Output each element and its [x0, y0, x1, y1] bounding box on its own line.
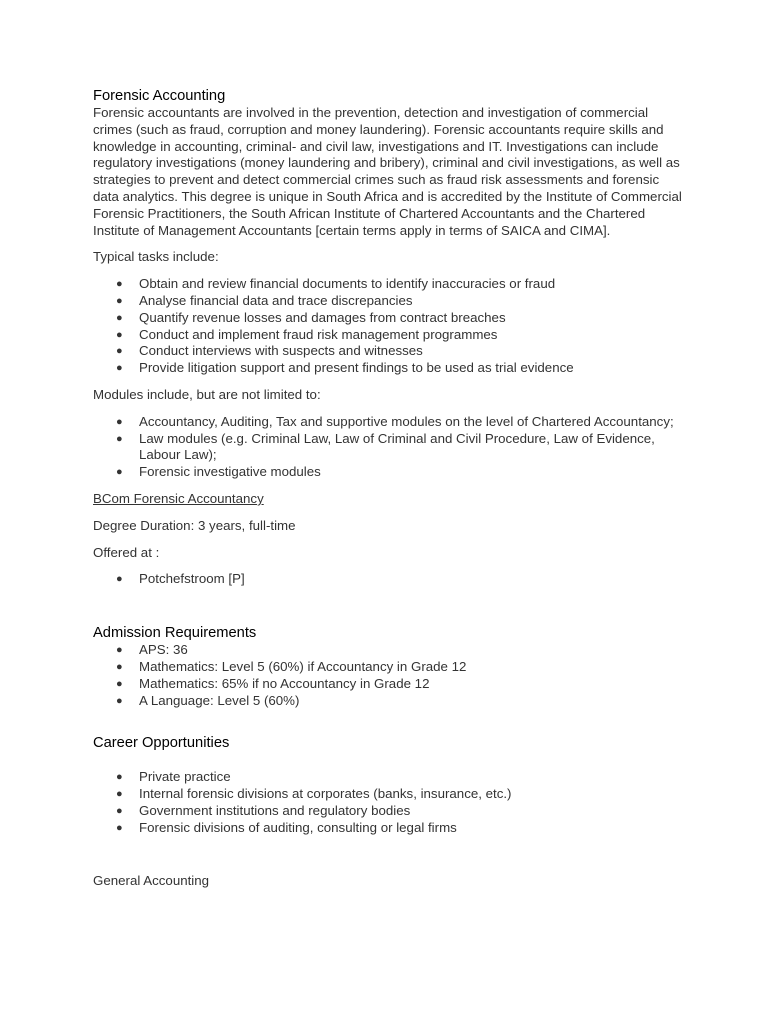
admission-list	[93, 642, 683, 709]
list-item: ● Mathematics: 65% if no Accountancy in Grade 12	[116, 675, 430, 691]
offered-list	[93, 571, 683, 588]
list-item: ● Law modules (e.g. Criminal Law, Law of Criminal and Civil Procedure, Law of Evidence, Labour Law);	[116, 430, 655, 463]
section-title-general-accounting: General Accounting	[93, 872, 210, 888]
list-item: ● Mathematics: Level 5 (60%) if Accountancy in Grade 12	[116, 658, 467, 674]
bullet-icon: ●	[116, 644, 123, 657]
section-title-admission: Admission Requirements	[93, 625, 257, 642]
bullet-icon: ●	[116, 771, 123, 784]
bullet-icon: ●	[116, 660, 123, 673]
degree-link[interactable]: BCom Forensic Accountancy	[93, 490, 264, 506]
tasks-list	[93, 276, 683, 377]
bullet-icon: ●	[116, 278, 123, 291]
list-item: ● Forensic investigative modules	[116, 464, 321, 480]
section-title-forensic-accounting: Forensic Accounting	[93, 88, 226, 104]
tasks-heading: Typical tasks include:	[93, 249, 219, 265]
list-item: ● Conduct and implement fraud risk management programmes	[116, 326, 498, 342]
forensic-intro-paragraph: Forensic accountants are involved in the prevention, detection and investigation of commercial crimes (such as fraud, corruption and money laundering). Forensic accountants require skills and knowledge in accounting, criminal- and civil law, investigations and IT. Investigations can include regulatory investigations (money laundering and bribery), criminal and civil investigations, as well as strategies to prevent and detect commercial crimes such as fraud risk assessments and forensic data analytics. This degree is unique in South Africa and is accredited by the Institute of Commercial Forensic Practitioners, the South African Institute of Chartered Accountants and the Chartered Institute of Management Accountants [certain terms apply in terms of SAICA and CIMA].	[93, 105, 682, 238]
offered-heading: Offered at :	[93, 544, 160, 560]
list-item: ● Internal forensic divisions at corporates (banks, insurance, etc.)	[116, 786, 512, 802]
bullet-icon: ●	[116, 311, 123, 324]
modules-heading: Modules include, but are not limited to:	[93, 386, 321, 402]
list-item: ● APS: 36	[116, 642, 188, 658]
bullet-icon: ●	[116, 694, 123, 707]
list-item: ● Analyse financial data and trace discrepancies	[116, 292, 413, 308]
document-body	[93, 87, 683, 889]
modules-list	[93, 414, 683, 481]
list-item: ● Government institutions and regulatory bodies	[116, 802, 411, 818]
list-item: ● Obtain and review financial documents to identify inaccuracies or fraud	[116, 276, 556, 292]
list-item: ● Conduct interviews with suspects and witnesses	[116, 343, 423, 359]
bullet-icon: ●	[116, 821, 123, 834]
list-item: ● Forensic divisions of auditing, consulting or legal firms	[116, 819, 457, 835]
list-item: ● Accountancy, Auditing, Tax and supportive modules on the level of Chartered Accountancy;	[116, 413, 674, 429]
bullet-icon: ●	[116, 788, 123, 801]
bullet-icon: ●	[116, 804, 123, 817]
bullet-icon: ●	[116, 415, 123, 428]
list-item: ● Quantify revenue losses and damages from contract breaches	[116, 309, 506, 325]
list-item: ● A Language: Level 5 (60%)	[116, 692, 300, 708]
list-item: ● Provide litigation support and present findings to be used as trial evidence	[116, 360, 574, 376]
bullet-icon: ●	[116, 294, 123, 307]
bullet-icon: ●	[116, 677, 123, 690]
bullet-icon: ●	[116, 573, 123, 586]
career-list	[93, 769, 683, 836]
bullet-icon: ●	[116, 432, 123, 445]
bullet-icon: ●	[116, 328, 123, 341]
list-item: ● Private practice	[116, 769, 231, 785]
bullet-icon: ●	[116, 345, 123, 358]
degree-duration: Degree Duration: 3 years, full-time	[93, 517, 296, 533]
bullet-icon: ●	[116, 362, 123, 375]
bullet-icon: ●	[116, 466, 123, 479]
list-item: ● Potchefstroom [P]	[116, 571, 245, 587]
section-title-career: Career Opportunities	[93, 735, 230, 752]
